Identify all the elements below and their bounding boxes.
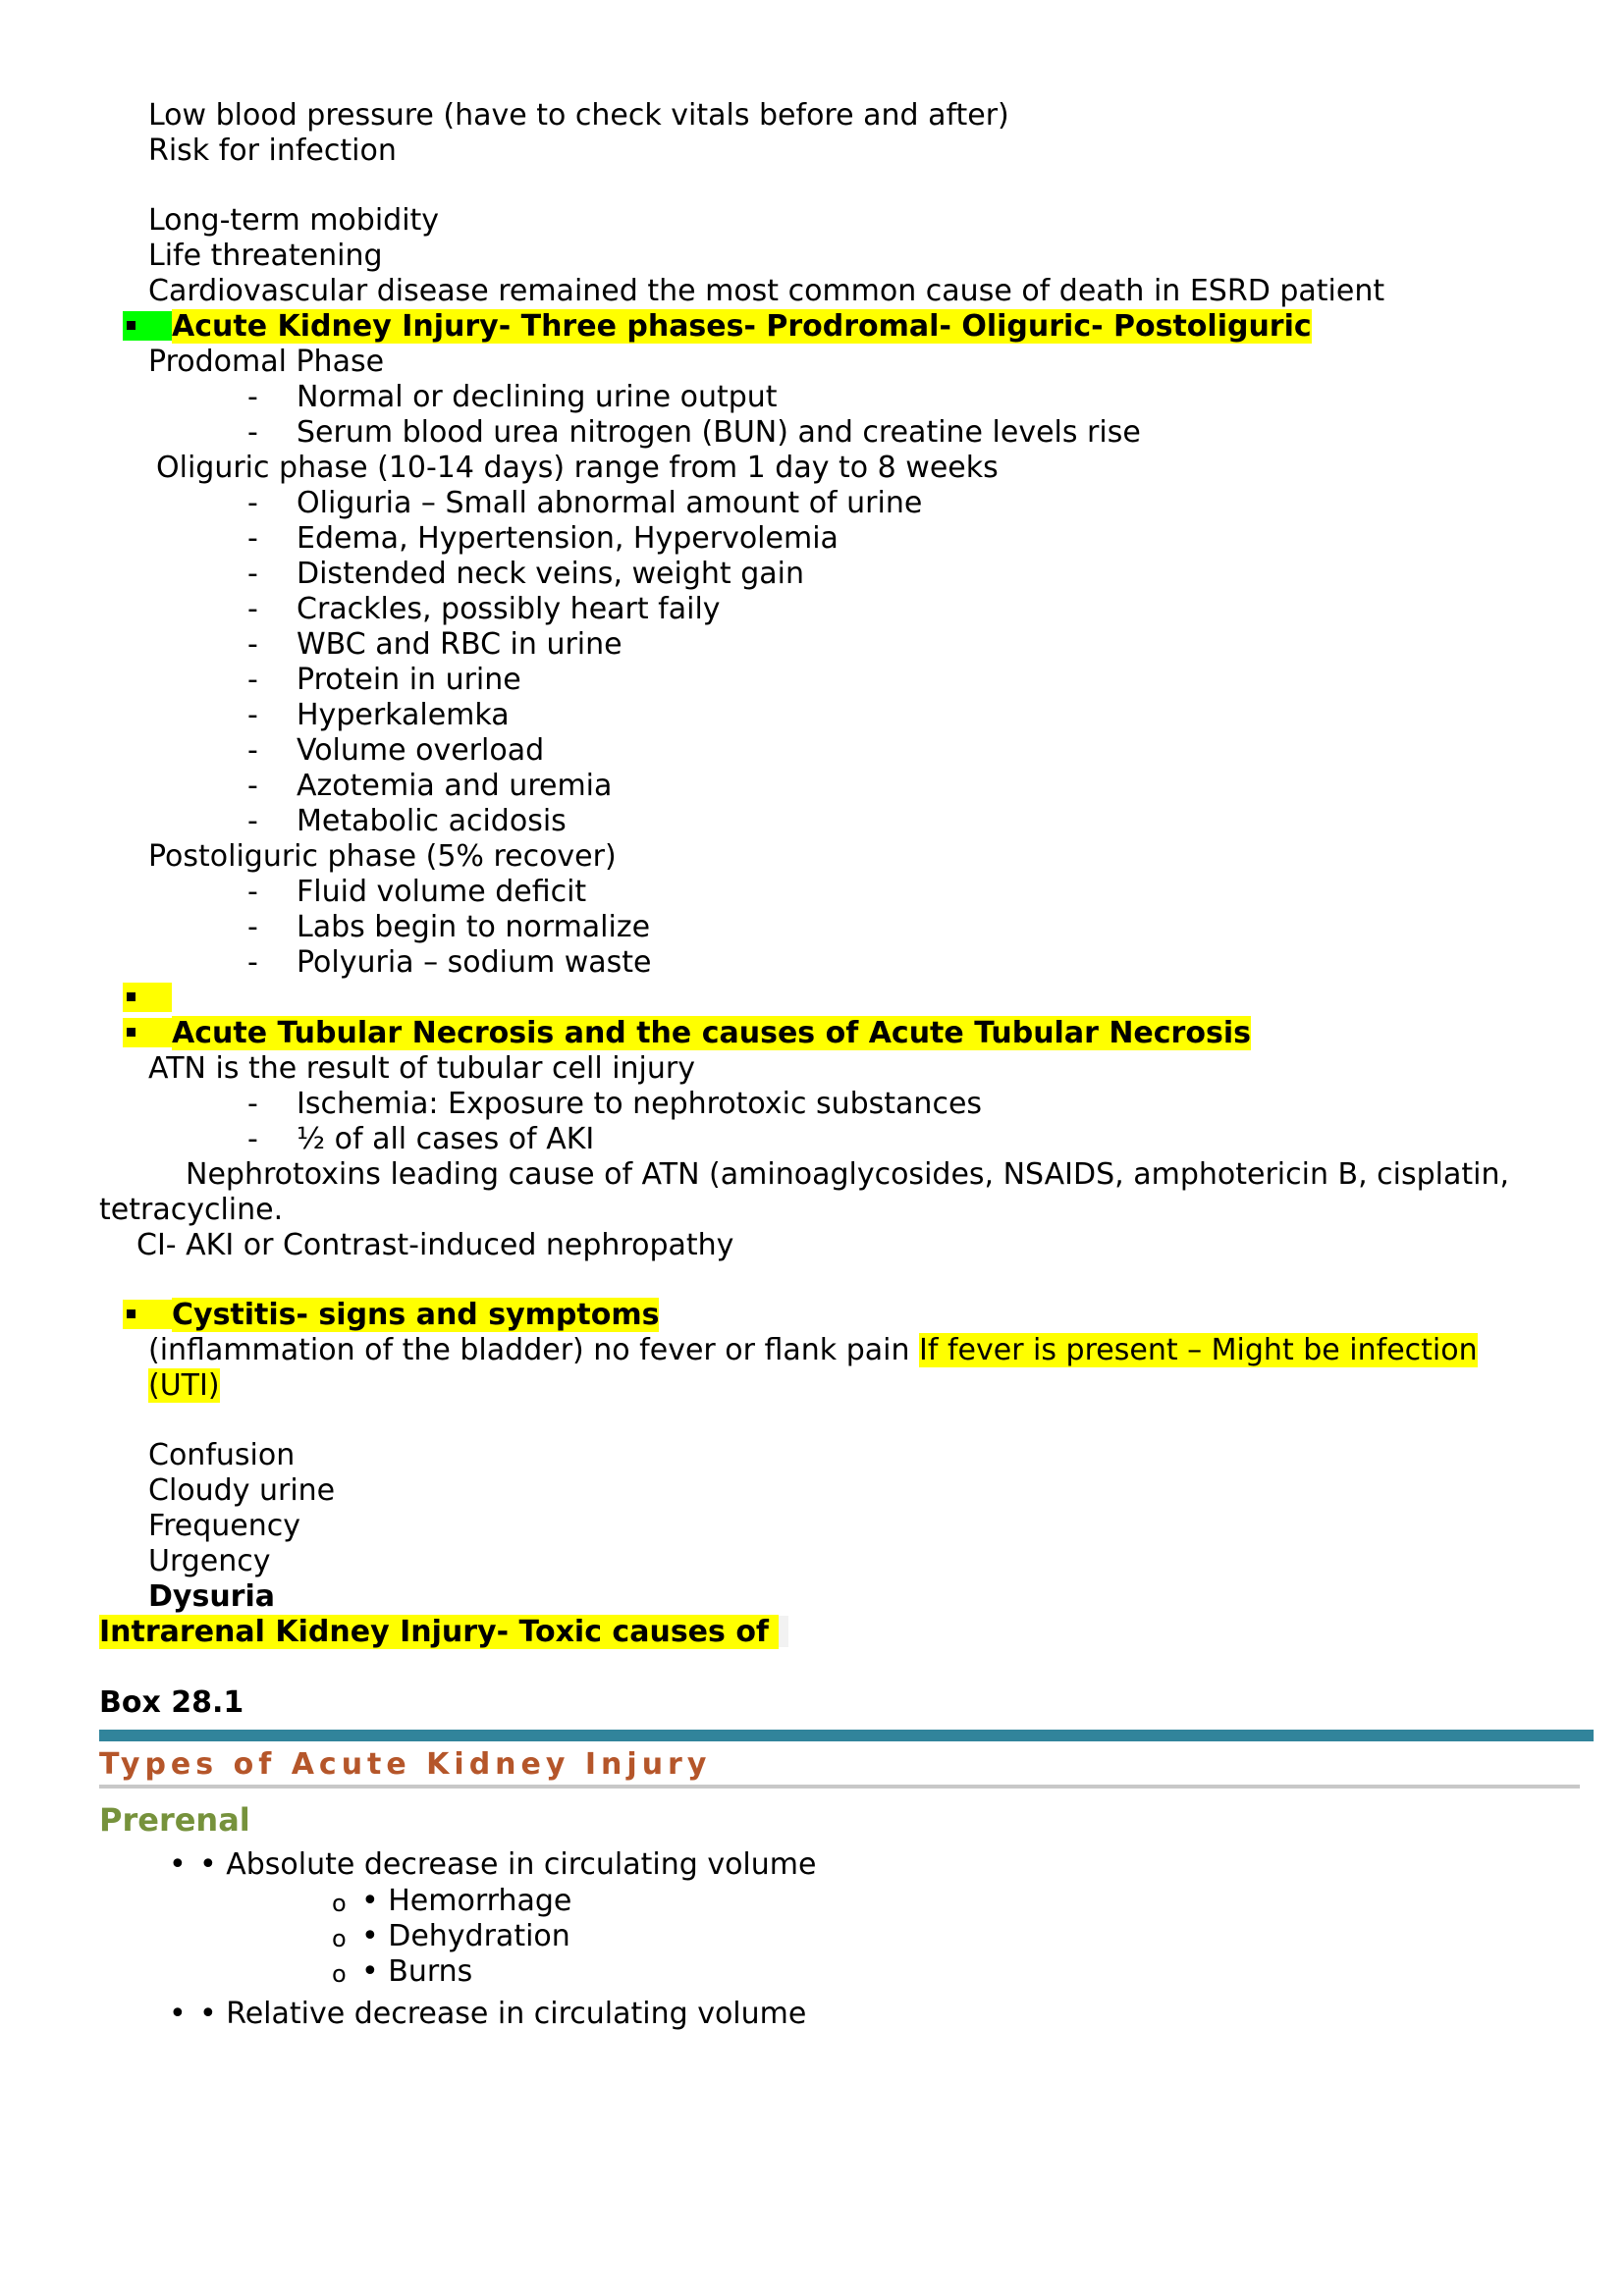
postoliguric-title: Postoliguric phase (5% recover) [148,839,617,874]
box-item: • Relative decrease in circulating volume [199,1997,807,2031]
text-line: Risk for infection [148,133,397,168]
prodromal-title: Prodomal Phase [148,345,385,379]
symptom: Cloudy urine [148,1473,336,1508]
aki-heading: Acute Kidney Injury- Three phases- Prodromal- Oliguric- Postoliguric [123,309,1312,345]
sub-bullet-icon: o [332,1960,347,1988]
list-item: WBC and RBC in urine [297,627,623,662]
dash-icon: - [247,733,258,768]
box-subitem: • Dehydration [361,1919,570,1953]
list-item: Metabolic acidosis [297,804,567,838]
dash-icon: - [247,627,258,662]
symptom-bold: Dysuria [148,1579,275,1614]
list-item: Ischemia: Exposure to nephrotoxic substances [297,1087,983,1121]
bullet-square-icon [123,1300,172,1329]
dash-icon: - [247,486,258,520]
box-title-rule [99,1785,1580,1789]
box-title: Types of Acute Kidney Injury [99,1747,712,1782]
dash-icon: - [247,769,258,803]
list-item: Crackles, possibly heart faily [297,592,721,626]
box-top-rule [99,1730,1594,1741]
dash-icon: - [247,663,258,697]
box-subitem: • Burns [361,1954,473,1989]
bullet-icon: • [169,1997,187,2031]
cystitis-heading: Cystitis- signs and symptoms [123,1298,659,1333]
list-item: Hyperkalemka [297,698,510,732]
list-item: Labs begin to normalize [297,910,651,944]
dash-icon: - [247,592,258,626]
bullet-icon: • [169,1847,187,1882]
symptom: Confusion [148,1438,296,1472]
list-item: Edema, Hypertension, Hypervolemia [297,521,839,556]
list-item: Volume overload [297,733,545,768]
box-subitem: • Hemorrhage [361,1884,572,1918]
dash-icon: - [247,415,258,450]
box-item: • Absolute decrease in circulating volume [199,1847,817,1882]
list-item: Polyuria – sodium waste [297,945,652,980]
text-line: Low blood pressure (have to check vitals before and after) [148,98,1009,133]
bullet-square-icon [123,1018,172,1047]
atn-heading: Acute Tubular Necrosis and the causes of Acute Tubular Necrosis [123,1016,1251,1051]
symptom: Frequency [148,1509,300,1543]
text-line: Life threatening [148,239,383,273]
cystitis-line-2: (UTI) [148,1368,220,1403]
oliguric-title: Oliguric phase (10-14 days) range from 1 day to 8 weeks [156,451,999,485]
dash-icon: - [247,698,258,732]
box-label: Box 28.1 [99,1685,244,1720]
dash-icon: - [247,910,258,944]
dash-icon: - [247,1087,258,1121]
text-line: Cardiovascular disease remained the most common cause of death in ESRD patient [148,274,1385,308]
empty-bullet [123,981,172,1016]
list-item: Oliguria – Small abnormal amount of urine [297,486,923,520]
dash-icon: - [247,804,258,838]
list-item: Azotemia and uremia [297,769,613,803]
symptom: Urgency [148,1544,271,1578]
text-line: Long-term mobidity [148,203,440,238]
intrarenal-heading: Intrarenal Kidney Injury- Toxic causes of [99,1615,788,1650]
bullet-square-icon [123,983,172,1012]
dash-icon: - [247,945,258,980]
atn-intro: ATN is the result of tubular cell injury [148,1051,695,1086]
bullet-square-icon [123,311,172,341]
list-item: Normal or declining urine output [297,380,778,414]
list-item: ½ of all cases of AKI [297,1122,595,1156]
dash-icon: - [247,875,258,909]
ci-aki-line: CI- AKI or Contrast-induced nephropathy [136,1228,734,1262]
box-subtitle: Prerenal [99,1801,250,1839]
dash-icon: - [247,557,258,591]
list-item: Fluid volume deficit [297,875,587,909]
list-item: Serum blood urea nitrogen (BUN) and creatine levels rise [297,415,1141,450]
sub-bullet-icon: o [332,1925,347,1952]
sub-bullet-icon: o [332,1890,347,1917]
list-item: Protein in urine [297,663,521,697]
nephrotoxins-line: Nephrotoxins leading cause of ATN (aminoaglycosides, NSAIDS, amphotericin B, cisplatin, [186,1157,1510,1192]
dash-icon: - [247,521,258,556]
list-item: Distended neck veins, weight gain [297,557,804,591]
cystitis-line: (inflammation of the bladder) no fever or flank pain If fever is present – Might be infection [148,1333,1478,1367]
nephrotoxins-line-2: tetracycline. [99,1193,284,1227]
dash-icon: - [247,1122,258,1156]
dash-icon: - [247,380,258,414]
